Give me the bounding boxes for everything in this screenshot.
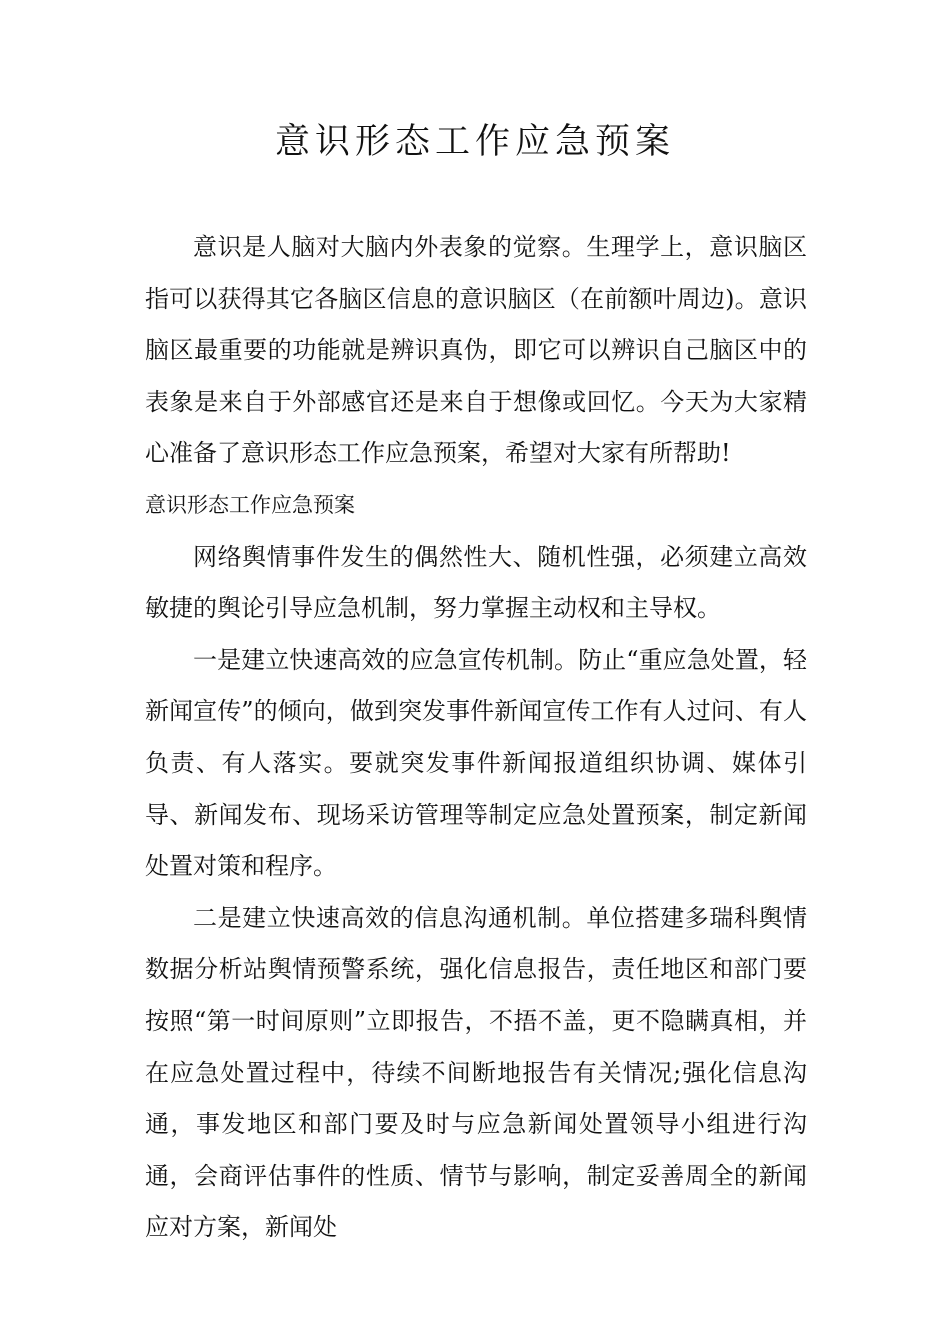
section-heading: 意识形态工作应急预案 [145,492,355,517]
body-paragraph: 一是建立快速高效的应急宣传机制。防止“重应急处置，轻新闻宣传”的倾向，做到突发事件新闻宣传工作有人过问、有人负责、有人落实。要就突发事件新闻报道组织协调、媒体引导、新闻发布、现场采访管理等制定应急处置预案，制定新闻处置对策和程序。 [145,645,807,881]
body-paragraph: 二是建立快速高效的信息沟通机制。单位搭建多瑞科舆情数据分析站舆情预警系统，强化信息报告，责任地区和部门要按照“第一时间原则”立即报告，不捂不盖，更不隐瞒真相，并在应急处置过程中，待续不间断地报告有关情况;强化信息沟通，事发地区和部门要及时与应急新闻处置领导小组进行沟通，会商评估事件的性质、情节与影响，制定妥善周全的新闻应对方案，新闻处 [145,903,807,1242]
document-body [145,222,807,1254]
intro-paragraph: 意识是人脑对大脑内外表象的觉察。生理学上，意识脑区指可以获得其它各脑区信息的意识脑区（在前额叶周边)。意识脑区最重要的功能就是辨识真伪，即它可以辨识自己脑区中的表象是来自于外部感官还是来自于想像或回忆。今天为大家精心准备了意识形态工作应急预案，希望对大家有所帮助! [145,233,807,468]
body-paragraph: 网络舆情事件发生的偶然性大、随机性强，必须建立高效敏捷的舆论引导应急机制，努力掌握主动权和主导权。 [145,542,807,623]
document-title: 意识形态工作应急预案 [274,122,675,162]
